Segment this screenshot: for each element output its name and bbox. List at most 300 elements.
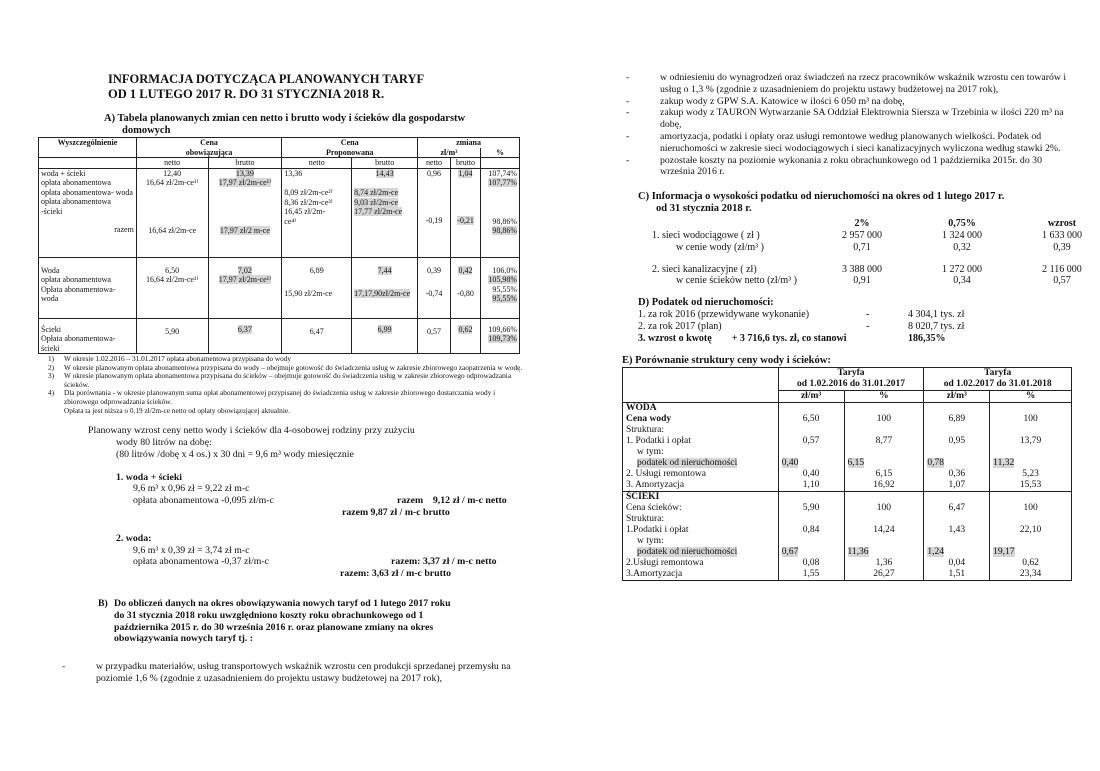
- value: 6,89: [948, 413, 966, 424]
- bullet-text: w odniesieniu do wynagrodzeń oraz świadczeń na rzecz pracowników wskaźnik wzrostu cen towarów i usług o 1,3 % (zgodnie z uzasadnieniem do projektu ustawy budżetowej na 2017 rok),: [660, 72, 1067, 95]
- table-e-header-period1: [778, 367, 924, 390]
- title-line-2: OD 1 LUTEGO 2017 R. DO 31 STYCZNIA 2018 R.: [108, 87, 385, 101]
- example-line: 9,6 m³ x 0,96 zł = 9,22 zł m-c: [133, 483, 250, 495]
- g2-obow-brutto: [208, 257, 282, 318]
- table-e-row: [623, 536, 1072, 547]
- example-point-2-heading: 2. woda:: [116, 532, 152, 544]
- cell-value: [844, 480, 924, 492]
- cell-value: [990, 469, 1072, 480]
- cell-value: [924, 525, 990, 536]
- cell-value: [778, 536, 844, 547]
- value: 6,15: [875, 468, 893, 479]
- section-b-line: października 2015 r. do 30 września 2016 r. oraz planowane zmiany na okres: [114, 621, 434, 633]
- bullet-dash: -: [626, 95, 630, 107]
- table-e-row: [623, 514, 1072, 525]
- cell-value: [990, 491, 1072, 503]
- cell-value: [844, 414, 924, 425]
- subheader-obow-netto: netto: [136, 158, 208, 169]
- cell-value-highlight: 109,73%: [488, 334, 517, 343]
- value: 23,34: [1019, 568, 1042, 579]
- footnote-number: 2): [48, 362, 55, 372]
- g3-prop-brutto: [352, 318, 418, 354]
- cell-value: [778, 547, 844, 558]
- row-label-cell: [623, 447, 779, 458]
- cell-value: [844, 514, 924, 525]
- table-e-row: [623, 491, 1072, 503]
- value: 0,36: [948, 468, 966, 479]
- value: 0,40: [802, 468, 820, 479]
- value: 15,53: [1019, 479, 1042, 490]
- section-d-list: [638, 309, 1077, 344]
- header-zmiana: zmiana: [418, 138, 520, 148]
- assumption-item: [622, 96, 1077, 108]
- cell-value: [924, 514, 990, 525]
- footnote-number: 4): [48, 388, 55, 398]
- cell-value: [778, 447, 844, 458]
- footnote-number: 1): [48, 354, 55, 363]
- section-b-bullet: [58, 661, 526, 685]
- cell-value: [844, 425, 924, 436]
- cell-value-highlight: -0,21: [457, 216, 474, 225]
- cell-value: [844, 491, 924, 503]
- subheader-empty: [39, 158, 137, 169]
- cell-value-highlight: 105,98%: [488, 275, 517, 284]
- cell-value: -0,19: [425, 216, 443, 225]
- g1-zm-brutto: [451, 168, 481, 257]
- left-column: [38, 72, 526, 685]
- cell-value: [924, 425, 990, 436]
- cell-value: [990, 569, 1072, 581]
- example-intro: wody 80 litrów na dobę:: [116, 436, 212, 448]
- cell-value: [778, 436, 844, 447]
- cell-value: [990, 480, 1072, 492]
- row-label-cell: [623, 558, 779, 569]
- row-label-cell: [623, 402, 779, 414]
- row-label-cell: [623, 536, 779, 547]
- g3-pct: [480, 318, 519, 354]
- cell-value: [924, 458, 990, 469]
- cell-value: 0,71: [853, 241, 871, 253]
- period-label: od 1.02.2017 do 31.01.2018: [943, 378, 1052, 389]
- header-zmiana-pct: %: [480, 148, 519, 158]
- row-label: 3.Amortyzacja: [626, 568, 683, 579]
- section-d-heading: D) Podatek od nieruchomości:: [638, 297, 774, 309]
- cell-value: [844, 547, 924, 558]
- section-c-table: [652, 218, 1082, 287]
- period-label: od 1.02.2016 do 31.01.2017: [797, 378, 905, 389]
- bullet-dash: -: [626, 154, 630, 166]
- cell-value: [844, 525, 924, 536]
- g2-obow-netto: [136, 257, 208, 318]
- value: 26,27: [873, 568, 895, 579]
- subheader-obow-brutto: brutto: [208, 158, 282, 169]
- cell-value: 6,50: [165, 265, 180, 275]
- cell-value: [844, 558, 924, 569]
- value: 1,24: [927, 546, 944, 557]
- dash: -: [866, 320, 870, 332]
- cell-value: [924, 547, 990, 558]
- cell-value: 16,45 zł/2m-ce⁴⁾: [284, 207, 326, 226]
- footnote-text: W okresie planowanym opłata abonamentowa przypisana do wody – obejmuje gotowość do świadczenia usług w zakresie zbiorowego zaopatrzenia w wodę.: [64, 362, 523, 372]
- section-b-line: do 31 stycznia 2018 roku uwzględniono koszty roku obrachunkowego od 1: [114, 609, 424, 621]
- bullet-dash: -: [626, 72, 630, 83]
- taryfa-label: Taryfa: [837, 367, 865, 378]
- assumption-item: [622, 72, 1077, 96]
- assumption-item: [622, 107, 1077, 131]
- g3-obow-brutto: [208, 318, 282, 354]
- cell-value: [778, 491, 844, 503]
- row-label: podatek od nieruchomości: [637, 546, 738, 557]
- section-c-heading-line1: C) Informacja o wysokości podatku od nieruchomości na okres od 1 lutego 2017 r.: [638, 191, 1005, 203]
- cell-value: [844, 458, 924, 469]
- increase-percent: 186,35%: [908, 332, 946, 344]
- g1-zm-netto: [418, 168, 451, 257]
- value: 14,24: [873, 524, 895, 535]
- row-label: 1. sieci wodociągowe ( zł ): [652, 229, 760, 241]
- footnote-text: Opłata ta jest niższa o 0,19 zł/2m-ce netto od opłaty obowiązującej aktualnie.: [64, 405, 290, 415]
- cell-value: 8 020,7 tys. zł: [908, 320, 965, 332]
- cell-value: 107,74%: [488, 168, 517, 178]
- bullet-text: zakup wody z GPW S.A. Katowice w ilości 6 050 m³ na dobę,: [660, 95, 905, 107]
- cell-value-highlight: 98,86%: [492, 226, 517, 235]
- table-e-row: [623, 480, 1072, 492]
- row-label: 3. wzrost o kwotę: [638, 332, 712, 344]
- row-label: w tym:: [637, 535, 664, 546]
- cell-value: [924, 503, 990, 514]
- table-e-row: [623, 436, 1072, 447]
- cell-value: [990, 425, 1072, 436]
- footnote-number: 3): [48, 371, 55, 381]
- table-a-group-woda: [39, 257, 520, 318]
- value: 0,78: [927, 457, 944, 468]
- col-header-wzrost: wzrost: [1047, 218, 1077, 230]
- g2-zm-netto: [418, 257, 451, 318]
- table-e-row: [623, 425, 1072, 436]
- cell-value: 2 116 000: [1042, 263, 1082, 275]
- table-e: [622, 367, 1072, 581]
- cell-value: [924, 491, 990, 503]
- cell-value: 12,40: [163, 168, 182, 178]
- row-label-cell: [623, 547, 779, 558]
- cell-value-highlight: 107,77%: [488, 178, 517, 187]
- cell-value: 1 324 000: [942, 229, 982, 241]
- cell-value: 95,55%: [492, 284, 517, 294]
- row-label-cell: [623, 458, 779, 469]
- cell-value: 0,34: [953, 275, 971, 287]
- row-label-cell: [623, 491, 779, 503]
- cell-value: [924, 569, 990, 581]
- example-sum-brutto: razem 9,87 zł / m-c brutto: [342, 506, 450, 518]
- cell-value: [924, 414, 990, 425]
- cell-value: [924, 480, 990, 492]
- cell-value: [778, 414, 844, 425]
- sum-label: razem: [397, 495, 424, 507]
- bullet-dash: -: [626, 130, 630, 142]
- cell-value: [778, 569, 844, 581]
- title-line-1: INFORMACJA DOTYCZĄCA PLANOWANYCH TARYF: [108, 72, 425, 86]
- header-cena-label: Cena: [200, 138, 218, 147]
- table-e-row: [623, 503, 1072, 514]
- example-line-row: [133, 556, 526, 568]
- value: 6,15: [847, 457, 865, 468]
- cell-value-highlight: 1,04: [458, 168, 473, 178]
- cell-value: [990, 447, 1072, 458]
- value: 0,04: [948, 557, 966, 568]
- cell-value: [844, 569, 924, 581]
- example-line: opłata abonamentowa -0,095 zł/m-c: [133, 495, 274, 507]
- value: 11,32: [993, 457, 1015, 468]
- g2-prop-brutto: [352, 257, 418, 318]
- subheader-prop-netto: netto: [282, 158, 352, 169]
- value: 13,79: [1019, 435, 1042, 446]
- footnote: [38, 407, 526, 416]
- cell-value: [844, 503, 924, 514]
- footnote: [38, 372, 526, 389]
- g2-zm-brutto: [451, 257, 481, 318]
- g1-label: opłata abonamentowa- woda: [41, 187, 133, 197]
- cell-value: 1 633 000: [1042, 229, 1082, 241]
- table-a: [38, 137, 520, 354]
- row-label: Cena ścieków:: [626, 502, 682, 513]
- g1-prop-netto: [282, 168, 352, 257]
- cell-value-highlight: 7,02: [237, 265, 252, 275]
- table-e-row: [623, 547, 1072, 558]
- cell-value: -0,74: [425, 289, 443, 298]
- col-header-075pct: 0,75%: [948, 218, 976, 230]
- value: 100: [876, 502, 892, 513]
- cell-value-highlight: 9,03 zł/2m-ce: [354, 197, 399, 207]
- cell-value: 0,57: [1053, 275, 1071, 287]
- cell-value: [778, 480, 844, 492]
- table-e-row: [623, 525, 1072, 536]
- cell-value: [924, 469, 990, 480]
- row-label: w cenie wody (zł/m³ ): [676, 241, 764, 253]
- row-label: w cenie ścieków netto (zł/m³ ): [676, 275, 798, 287]
- header-obowiazujaca-label: obowiązująca: [185, 147, 233, 157]
- row-label-cell: [623, 436, 779, 447]
- footnote-text: W okresie planowanym opłata abonamentowa przypisana do ścieków – obejmuje gotowość do świadczenia usług w zakresie zbiorowego odprowadzania ścieków.: [64, 371, 512, 389]
- value: 0,67: [781, 546, 799, 557]
- value: 0,08: [802, 557, 820, 568]
- cell-value-highlight: 17,97 zł/2m-ce¹⁾: [218, 275, 272, 284]
- row-label: Cena wody: [626, 413, 672, 424]
- cell-value: [990, 503, 1072, 514]
- table-a-group-scieki: [39, 318, 520, 354]
- footnote: [38, 389, 526, 406]
- g2-label: Woda: [41, 265, 60, 275]
- g3-prop-netto: 6,47: [282, 318, 352, 354]
- footnote-text: Dla porównania - w okresie planowanym suma opłat abonamentowej przypisanej do świadczenia usług w zakresie zbiorowego dostarczania wody i zbiorowego odprowadzania ścieków.: [64, 388, 496, 406]
- cell-value: [924, 536, 990, 547]
- row-label-cell: [623, 525, 779, 536]
- cell-value: 16,64 zł/2m-ce¹⁾: [146, 178, 199, 187]
- header-cena-obowiazujaca: [136, 138, 281, 158]
- row-label: 2. Usługi remontowa: [626, 468, 706, 479]
- row-label: ŚCIEKI: [626, 491, 660, 502]
- g1-label: opłata abonamentowa: [41, 178, 111, 187]
- value: 100: [1023, 502, 1038, 513]
- bullet-text: zakup wody z TAURON Wytwarzanie SA Oddział Elektrownia Siersza w Trzebinia w ilości 220 m³ na dobę,: [660, 107, 1064, 131]
- footnotes: [38, 355, 526, 415]
- cell-value: 6,89: [309, 265, 324, 275]
- section-a-heading-line1: A) Tabela planowanych zmian cen netto i brutto wody i ścieków dla gospodarstw: [104, 113, 466, 124]
- cell-value-highlight: 95,55%: [492, 294, 517, 303]
- increase-amount: + 3 716,6 tys. zł, co stanowi: [731, 332, 847, 344]
- cell-value: 15,90 zł/2m-ce: [284, 289, 333, 298]
- table-e-unit: zł/m³: [778, 390, 844, 402]
- bullet-text: w przypadku materiałów, usług transportowych wskaźnik wzrostu cen produkcji sprzedanej przemysłu na poziomie 1,6 % (zgodnie z uzasadnieniem do projektu ustawy budżetowej na 2017 rok),: [96, 661, 511, 684]
- cell-value: 1 272 000: [942, 263, 982, 275]
- g2-pct: [480, 257, 519, 318]
- table-e-pct: %: [844, 390, 924, 402]
- row-label-cell: [623, 569, 779, 581]
- table-e-row: [623, 447, 1072, 458]
- cell-value: [990, 414, 1072, 425]
- row-label-cell: [623, 480, 779, 492]
- section-a-heading: [104, 113, 526, 137]
- assumption-item: [622, 155, 1077, 179]
- cell-value: 3 388 000: [842, 263, 882, 275]
- g1-label: opłata abonamentowa -ścieki: [41, 197, 111, 216]
- value: 1,07: [948, 479, 966, 490]
- row-label-cell: [623, 469, 779, 480]
- assumption-item: [622, 131, 1077, 155]
- g3-zm-brutto: [451, 318, 481, 354]
- section-b-line: Do obliczeń danych na okres obowiązywania nowych taryf od 1 lutego 2017 roku: [114, 597, 451, 609]
- table-e-row: [623, 558, 1072, 569]
- row-label: Struktura:: [626, 424, 664, 435]
- cell-value: [990, 436, 1072, 447]
- row-label: w tym:: [637, 446, 664, 457]
- bullet-dash: -: [626, 107, 630, 119]
- table-e-row: [623, 569, 1072, 581]
- cell-value: 16,64 zł/2m-ce¹⁾: [146, 275, 199, 284]
- right-column: [622, 72, 1082, 581]
- cell-value: 0,96: [427, 168, 442, 178]
- cell-value: [924, 558, 990, 569]
- cell-value: [924, 436, 990, 447]
- g1-label: woda + ścieki: [41, 168, 86, 178]
- cell-value-highlight: 6,99: [377, 324, 392, 334]
- value: 5,90: [802, 502, 820, 513]
- header-cena-proponowana: [282, 138, 418, 158]
- row-label: 3. Amortyzacja: [626, 479, 685, 490]
- row-increase: [638, 333, 908, 345]
- table-e-pct: %: [990, 390, 1072, 402]
- footnote-text: W okresie 1.02.2016 – 31.01.2017 opłata abonamentowa przypisana do wody: [64, 354, 292, 363]
- table-e-header-period2: [924, 367, 1072, 390]
- cell-value: 4 304,1 tys. zł: [908, 309, 965, 321]
- g3-labels: [39, 318, 137, 354]
- cell-value: [778, 458, 844, 469]
- cell-value: [844, 402, 924, 414]
- cell-value: [778, 469, 844, 480]
- cell-value: 106,0%: [492, 265, 517, 275]
- cell-value-highlight: 0,62: [458, 324, 473, 334]
- cell-value-highlight: 0,42: [458, 265, 473, 275]
- example-line: 9,6 m³ x 0,39 zł = 3,74 zł m-c: [133, 544, 250, 556]
- row-label-cell: [623, 425, 779, 436]
- value: 5,23: [1022, 468, 1039, 479]
- row-label: 1.Podatki i opłat: [626, 524, 689, 535]
- value: 19,17: [993, 546, 1015, 557]
- header-proponowana-label: Proponowana: [325, 147, 374, 157]
- g3-obow-netto: 5,90: [136, 318, 208, 354]
- cell-value: [778, 503, 844, 514]
- cell-value: [990, 558, 1072, 569]
- section-e-heading: E) Porównanie struktury ceny wody i ścieków:: [622, 354, 831, 366]
- cell-value: [778, 525, 844, 536]
- value: 1,43: [948, 524, 966, 535]
- cell-value: 98,86%: [492, 216, 517, 226]
- table-e-unit: zł/m³: [924, 390, 990, 402]
- row-label-cell: [623, 514, 779, 525]
- cell-value: [990, 514, 1072, 525]
- bullet-text: amortyzacja, podatki i opłaty oraz usługi remontowe według planowanych wielkości. Podatek od nieruchomości w zakresie sieci wodociągowych i sieci kanalizacyjnych wyliczona według stawki 2%.: [660, 130, 1061, 154]
- cell-value: [844, 447, 924, 458]
- cell-value-highlight: 17,17,90zł/2m-ce: [354, 289, 411, 298]
- value: 0,84: [802, 524, 820, 535]
- cell-value-highlight: 17,97 zł/2 m-ce: [219, 225, 270, 235]
- cell-value: 16,64 zł/2m-ce: [148, 225, 197, 235]
- row-label-cell: [623, 503, 779, 514]
- section-b-line: obowiązywania nowych taryf tj. :: [114, 633, 254, 645]
- section-a-heading-line2: domowych: [122, 125, 171, 136]
- cell-value: [990, 525, 1072, 536]
- bullet-text: pozostałe koszty na poziomie wykonania z roku obrachunkowego od 1 października 2015r. do 30 września 2016 r.: [660, 154, 1042, 178]
- example-point-1-heading: 1. woda + ścieki: [116, 471, 182, 483]
- section-b-label: B): [98, 597, 108, 609]
- g2-labels: [39, 257, 137, 318]
- cell-value: 8,36 zł/2m-ce³⁾: [284, 197, 333, 207]
- g3-zm-netto: 0,57: [418, 318, 451, 354]
- example-sum-netto: razem: 3,37 zł / m-c netto: [391, 556, 497, 568]
- g1-prop-brutto: [352, 168, 418, 257]
- taryfa-label: Taryfa: [984, 367, 1012, 378]
- cell-value-highlight: 17,77 zł/2m-ce: [354, 207, 403, 216]
- cell-value: 13,36: [284, 168, 303, 178]
- cell-value: [924, 447, 990, 458]
- example-line: opłata abonamentowa -0,37 zł/m-c: [133, 556, 270, 568]
- value: 11,36: [847, 546, 869, 557]
- subheader-prop-brutto: brutto: [352, 158, 418, 169]
- value: 6,47: [948, 502, 966, 513]
- row-label: 1. Podatki i opłat: [626, 435, 691, 446]
- value: 1,51: [948, 568, 966, 579]
- cell-value: 109,66%: [488, 324, 517, 334]
- cell-value: [844, 469, 924, 480]
- cell-value: 0,39: [427, 265, 442, 275]
- value: 22,10: [1019, 524, 1042, 535]
- value: 0,40: [781, 457, 799, 468]
- value: 16,92: [873, 479, 895, 490]
- example-line-row: [133, 495, 526, 507]
- example-intro: (80 litrów /dobę x 4 os.) x 30 dni = 9,6 m³ wody miesięcznie: [116, 448, 354, 460]
- dash: -: [866, 309, 870, 321]
- g1-pct: [480, 168, 519, 257]
- value: 1,55: [802, 568, 820, 579]
- cell-value: [990, 547, 1072, 558]
- row-label: 2. sieci kanalizacyjne ( zł): [652, 263, 757, 275]
- col-header-2pct: 2%: [854, 218, 870, 230]
- cell-value-highlight: 6,37: [237, 324, 252, 334]
- cell-value: 2 957 000: [842, 229, 882, 241]
- sum-value: 9,12 zł / m-c netto: [432, 495, 507, 507]
- cell-value: 0,91: [853, 275, 871, 287]
- cell-value-highlight: 14,43: [375, 168, 394, 178]
- table-e-row: [623, 402, 1072, 414]
- cell-value: [924, 402, 990, 414]
